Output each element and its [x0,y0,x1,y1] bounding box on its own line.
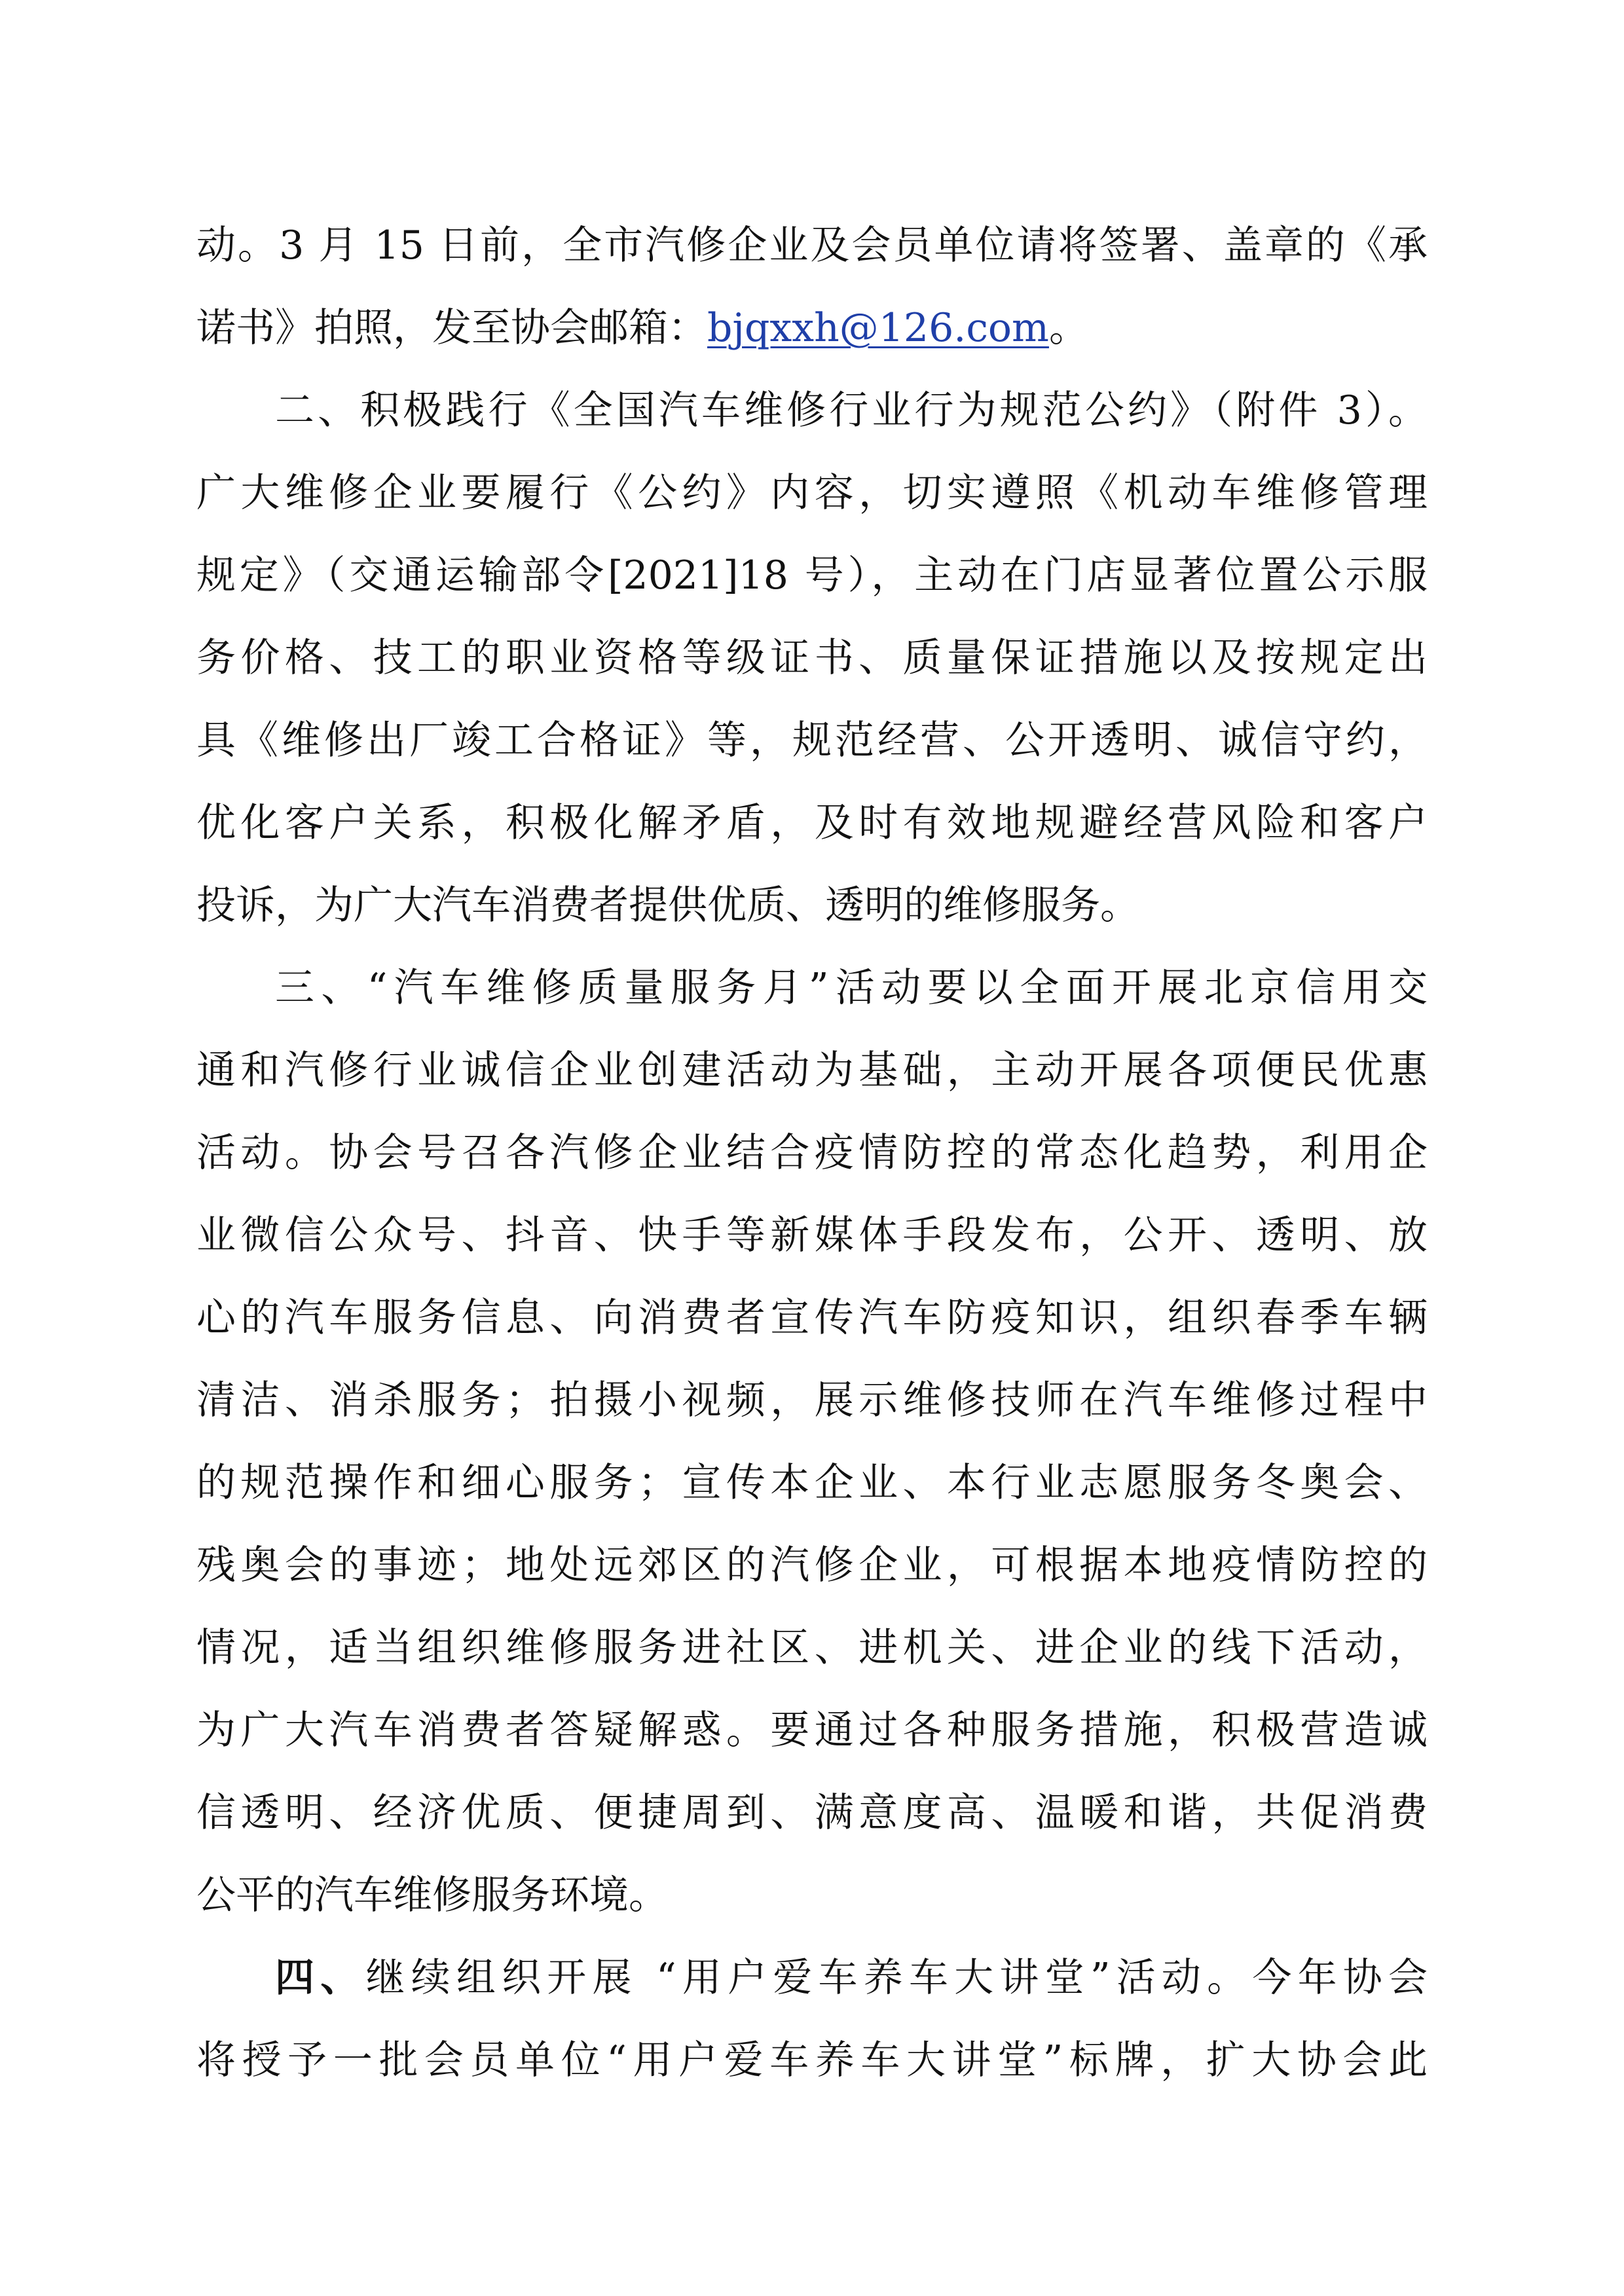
line-text: 为广大汽车消费者答疑解惑。要通过各种服务措施，积极营造诚 [196,1707,1428,1753]
text-line-1 [196,216,1428,275]
line-text: 的规范操作和细心服务；宣传本企业、本行业志愿服务冬奥会、 [196,1460,1428,1506]
line-text: 情况，适当组织维修服务进社区、进机关、进企业的线下活动， [196,1625,1428,1671]
text-line-12 [196,1123,1428,1182]
text-line-6 [196,629,1428,687]
line-text: 公平的汽车维修服务环境。 [196,1872,668,1918]
section-number: 四、 [275,1955,366,2001]
line-text: 心的汽车服务信息、向消费者宣传汽车防疫知识，组织春季车辆 [196,1295,1428,1341]
text-line-11 [196,1041,1428,1100]
line-text-prefix: 诺书》拍照，发至协会邮箱： [196,305,707,351]
line-text: 残奥会的事迹；地处远郊区的汽修企业，可根据本地疫情防控的 [196,1542,1428,1588]
text-line-7 [196,711,1428,770]
line-text: 规定》（交通运输部令[2021]18 号），主动在门店显著位置公示服 [196,553,1428,598]
text-line-21 [196,1866,1428,1925]
text-line-19 [196,1701,1428,1760]
line-text: 广大维修企业要履行《公约》内容，切实遵照《机动车维修管理 [196,470,1428,516]
line-text-suffix: 。 [1048,305,1088,351]
line-text: 投诉，为广大汽车消费者提供优质、透明的维修服务。 [196,883,1139,928]
text-line-16 [196,1453,1428,1512]
text-line-22 [275,1948,1428,2007]
line-text: 活动。协会号召各汽修企业结合疫情防控的常态化趋势，利用企 [196,1130,1428,1176]
text-line-3 [275,381,1428,440]
text-line-13 [196,1206,1428,1265]
line-text: 二、积极践行《全国汽车维修行业行为规范公约》（附件 3）。 [275,388,1428,433]
line-text: 三、“汽车维修质量服务月”活动要以全面开展北京信用交 [275,965,1428,1011]
email-link[interactable]: bjqxxh@126.com [707,305,1049,351]
line-text: 继续组织开展 “用户爱车养车大讲堂”活动。今年协会 [365,1955,1428,2001]
line-text: 业微信公众号、抖音、快手等新媒体手段发布，公开、透明、放 [196,1212,1428,1258]
text-line-9 [196,876,1428,935]
text-line-18 [196,1618,1428,1677]
text-line-10 [275,958,1428,1017]
line-text: 将授予一批会员单位“用户爱车养车大讲堂”标牌，扩大协会此 [196,2037,1428,2083]
text-line-14 [196,1288,1428,1347]
line-text: 清洁、消杀服务；拍摄小视频，展示维修技师在汽车维修过程中 [196,1377,1428,1423]
line-text: 动。3 月 15 日前，全市汽修企业及会员单位请将签署、盖章的《承 [196,223,1428,268]
text-line-4 [196,464,1428,522]
line-text: 具《维修出厂竣工合格证》等，规范经营、公开透明、诚信守约， [196,718,1428,763]
text-line-5 [196,546,1428,605]
line-text: 优化客户关系，积极化解矛盾，及时有效地规避经营风险和客户 [196,800,1428,846]
text-line-17 [196,1536,1428,1595]
text-line-2 [196,299,1428,357]
line-text: 通和汽修行业诚信企业创建活动为基础，主动开展各项便民优惠 [196,1048,1428,1093]
text-line-8 [196,793,1428,852]
text-line-20 [196,1783,1428,1842]
line-text: 务价格、技工的职业资格等级证书、质量保证措施以及按规定出 [196,635,1428,681]
text-line-15 [196,1371,1428,1430]
line-text: 信透明、经济优质、便捷周到、满意度高、温暖和谐，共促消费 [196,1790,1428,1836]
text-line-23 [196,2031,1428,2090]
